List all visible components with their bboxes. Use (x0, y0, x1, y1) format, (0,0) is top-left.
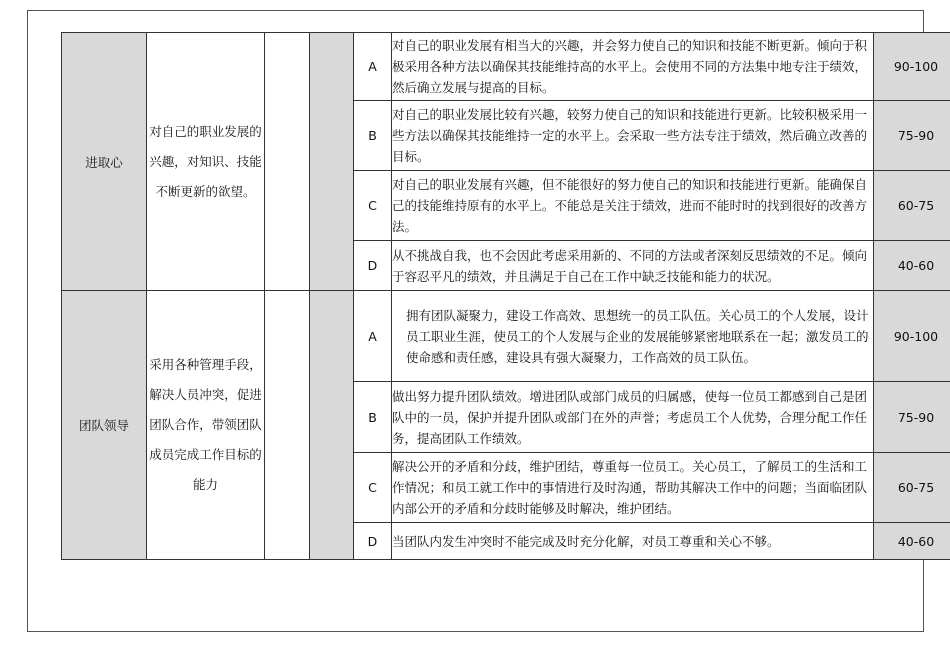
level-criteria: 对自己的职业发展有兴趣，但不能很好的努力使自己的知识和技能进行更新。能确保自己的技能维持原有的水平上。不能总是关注于绩效，进而不能时时的找到很好的改善方法。 (392, 171, 874, 241)
level-criteria: 对自己的职业发展有相当大的兴趣，并会努力使自己的知识和技能不断更新。倾向于积极采用各种方法以确保其技能维持高的水平上。会使用不同的方法集中地专注于绩效，然后确立发展与提高的目标。 (392, 33, 874, 101)
table-row (62, 291, 950, 382)
level-grade: D (354, 241, 392, 291)
level-score: 90-100 (874, 33, 950, 101)
dimension-description: 对自己的职业发展的兴趣，对知识、技能不断更新的欲望。 (147, 33, 265, 291)
level-grade: B (354, 101, 392, 171)
level-score: 40-60 (874, 523, 950, 560)
blank-cell (265, 291, 310, 560)
dimension-cell: 进取心 (62, 33, 147, 291)
level-grade: A (354, 33, 392, 101)
competency-rubric-table (61, 32, 950, 560)
level-criteria: 当团队内发生冲突时不能完成及时充分化解，对员工尊重和关心不够。 (392, 523, 874, 560)
blank-cell (265, 33, 310, 291)
dimension-cell: 团队领导 (62, 291, 147, 560)
gap-cell (310, 33, 354, 291)
dimension-description: 采用各种管理手段，解决人员冲突，促进团队合作，带领团队成员完成工作目标的能力 (147, 291, 265, 560)
level-score: 75-90 (874, 382, 950, 453)
level-score: 60-75 (874, 171, 950, 241)
level-score: 90-100 (874, 291, 950, 382)
level-criteria: 从不挑战自我，也不会因此考虑采用新的、不同的方法或者深刻反思绩效的不足。倾向于容忍平凡的绩效，并且满足于自己在工作中缺乏技能和能力的状况。 (392, 241, 874, 291)
level-score: 75-90 (874, 101, 950, 171)
level-grade: C (354, 171, 392, 241)
level-grade: A (354, 291, 392, 382)
level-criteria: 对自己的职业发展比较有兴趣，较努力使自己的知识和技能进行更新。比较积极采用一些方法以确保其技能维持一定的水平上。会采取一些方法专注于绩效，然后确立改善的目标。 (392, 101, 874, 171)
level-grade: C (354, 453, 392, 523)
level-grade: B (354, 382, 392, 453)
level-grade: D (354, 523, 392, 560)
table-row (62, 33, 950, 101)
level-criteria: 拥有团队凝聚力，建设工作高效、思想统一的员工队伍。关心员工的个人发展，设计员工职业生涯，使员工的个人发展与企业的发展能够紧密地联系在一起；激发员工的使命感和责任感，建设具有强大凝聚力，工作高效的员工队伍。 (392, 291, 874, 382)
gap-cell (310, 291, 354, 560)
level-criteria: 解决公开的矛盾和分歧，维护团结，尊重每一位员工。关心员工，了解员工的生活和工作情况；和员工就工作中的事情进行及时沟通，帮助其解决工作中的问题；当面临团队内部公开的矛盾和分歧时能够及时解决，维护团结。 (392, 453, 874, 523)
level-score: 60-75 (874, 453, 950, 523)
level-criteria: 做出努力提升团队绩效。增进团队或部门成员的归属感，使每一位员工都感到自己是团队中的一员，保护并提升团队或部门在外的声誉；考虑员工个人优势，合理分配工作任务，提高团队工作绩效。 (392, 382, 874, 453)
level-score: 40-60 (874, 241, 950, 291)
